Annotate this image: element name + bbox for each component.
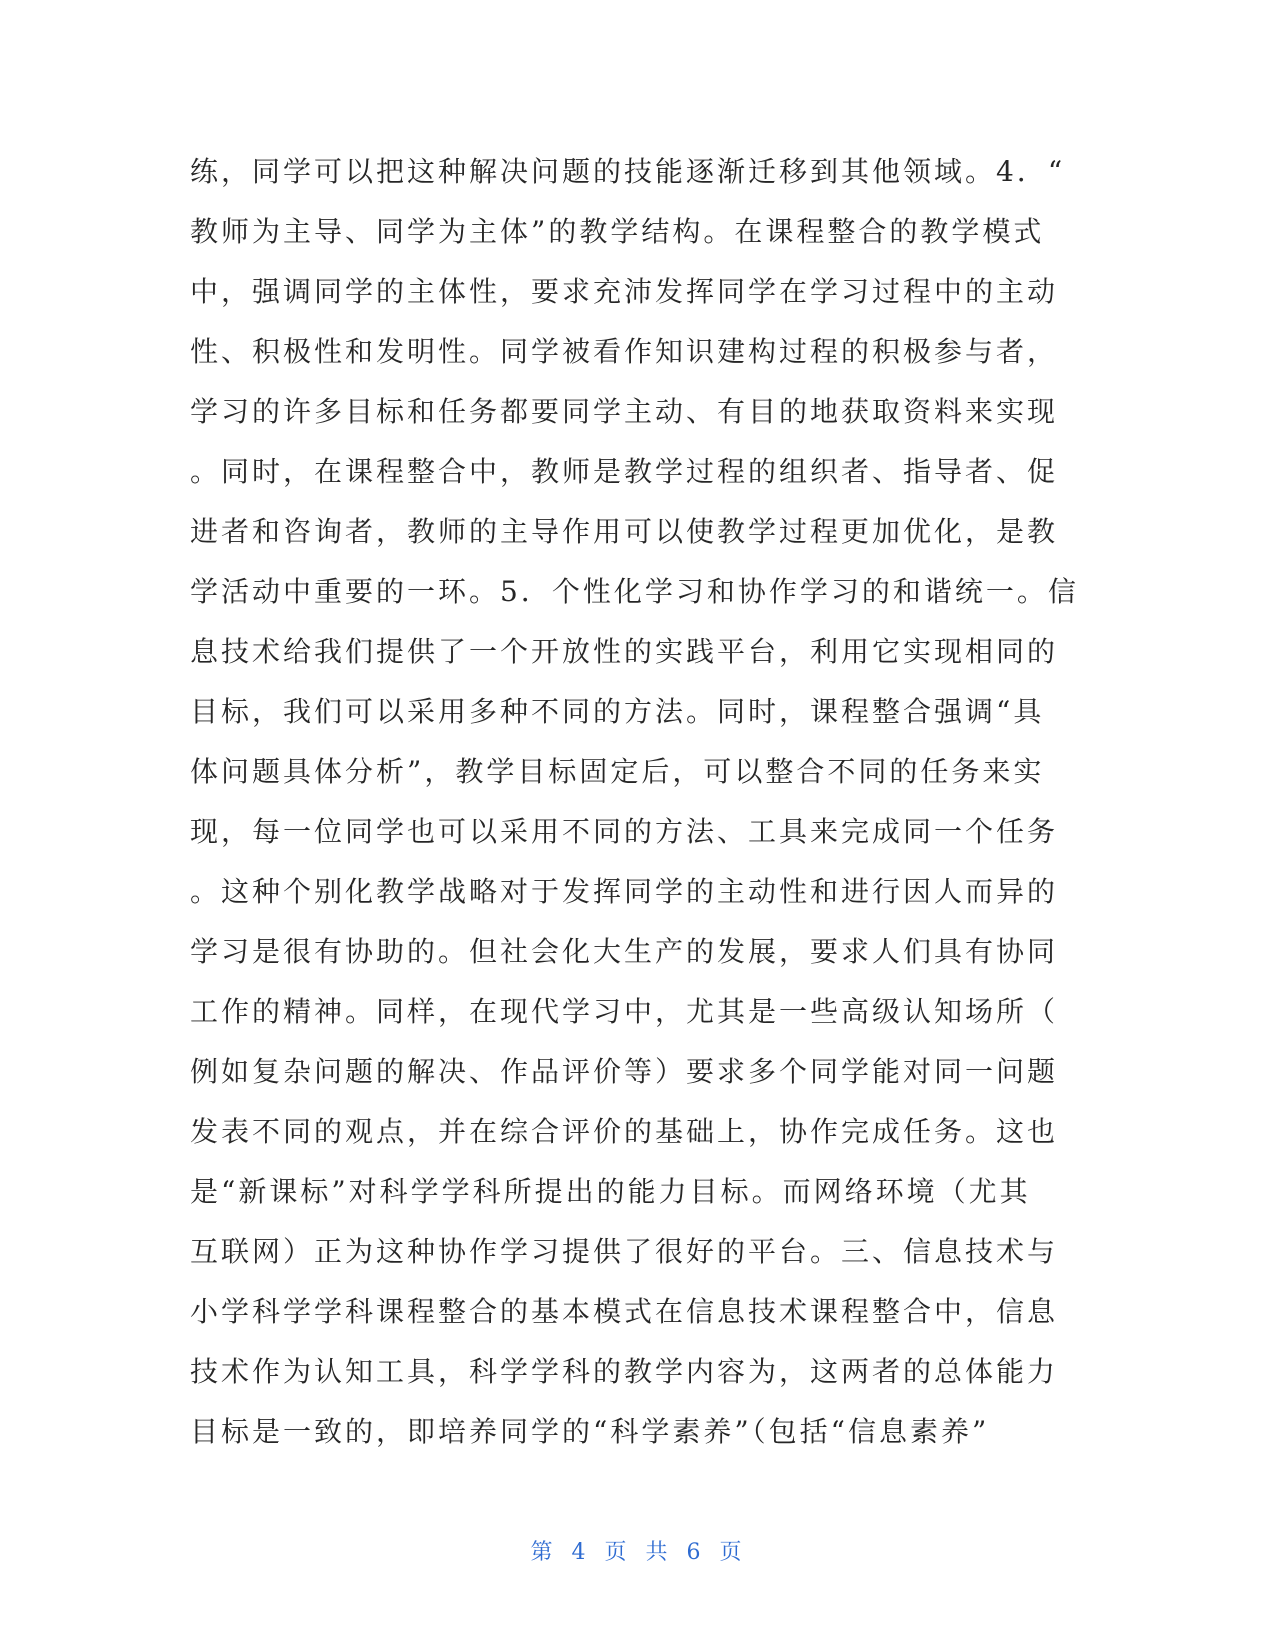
text-line: 学活动中重要的一环。5．个性化学习和协作学习的和谐统一。信 (190, 575, 1079, 608)
text-line: 互联网）正为这种协作学习提供了很好的平台。三、信息技术与 (190, 1235, 1059, 1268)
text-line: 学习是很有协助的。但社会化大生产的发展，要求人们具有协同 (190, 935, 1059, 968)
text-line: 是“新课标”对科学学科所提出的能力目标。而网络环境（尤其 (190, 1175, 1031, 1208)
text-line: 性、积极性和发明性。同学被看作知识建构过程的积极参与者， (190, 335, 1059, 368)
text-line: 。这种个别化教学战略对于发挥同学的主动性和进行因人而异的 (190, 875, 1059, 908)
text-line: 。同时，在课程整合中，教师是教学过程的组织者、指导者、促 (190, 455, 1059, 488)
page-number-footer: 第 4 页 共 6 页 (530, 1540, 745, 1565)
text-line: 现，每一位同学也可以采用不同的方法、工具来完成同一个任务 (190, 815, 1059, 848)
text-line: 发表不同的观点，并在综合评价的基础上，协作完成任务。这也 (190, 1115, 1059, 1148)
text-line: 学习的许多目标和任务都要同学主动、有目的地获取资料来实现 (190, 395, 1059, 428)
text-line: 例如复杂问题的解决、作品评价等）要求多个同学能对同一问题 (190, 1055, 1059, 1088)
text-line: 工作的精神。同样，在现代学习中，尤其是一些高级认知场所（ (190, 995, 1059, 1028)
text-line: 小学科学学科课程整合的基本模式在信息技术课程整合中，信息 (190, 1295, 1059, 1328)
text-line: 练，同学可以把这种解决问题的技能逐渐迁移到其他领域。4．“ (190, 155, 1066, 188)
body-text (190, 142, 1079, 1462)
text-line: 目标是一致的，即培养同学的“科学素养”（包括“信息素养” (190, 1415, 990, 1448)
text-line: 技术作为认知工具，科学学科的教学内容为，这两者的总体能力 (190, 1355, 1059, 1388)
text-line: 进者和咨询者，教师的主导作用可以使教学过程更加优化，是教 (190, 515, 1059, 548)
text-line: 中，强调同学的主体性，要求充沛发挥同学在学习过程中的主动 (190, 275, 1059, 308)
text-line: 目标，我们可以采用多种不同的方法。同时，课程整合强调“具 (190, 695, 1045, 728)
text-line: 教师为主导、同学为主体”的教学结构。在课程整合的教学模式 (190, 215, 1045, 248)
text-line: 体问题具体分析”，教学目标固定后，可以整合不同的任务来实 (190, 755, 1045, 788)
text-line: 息技术给我们提供了一个开放性的实践平台，利用它实现相同的 (190, 635, 1059, 668)
